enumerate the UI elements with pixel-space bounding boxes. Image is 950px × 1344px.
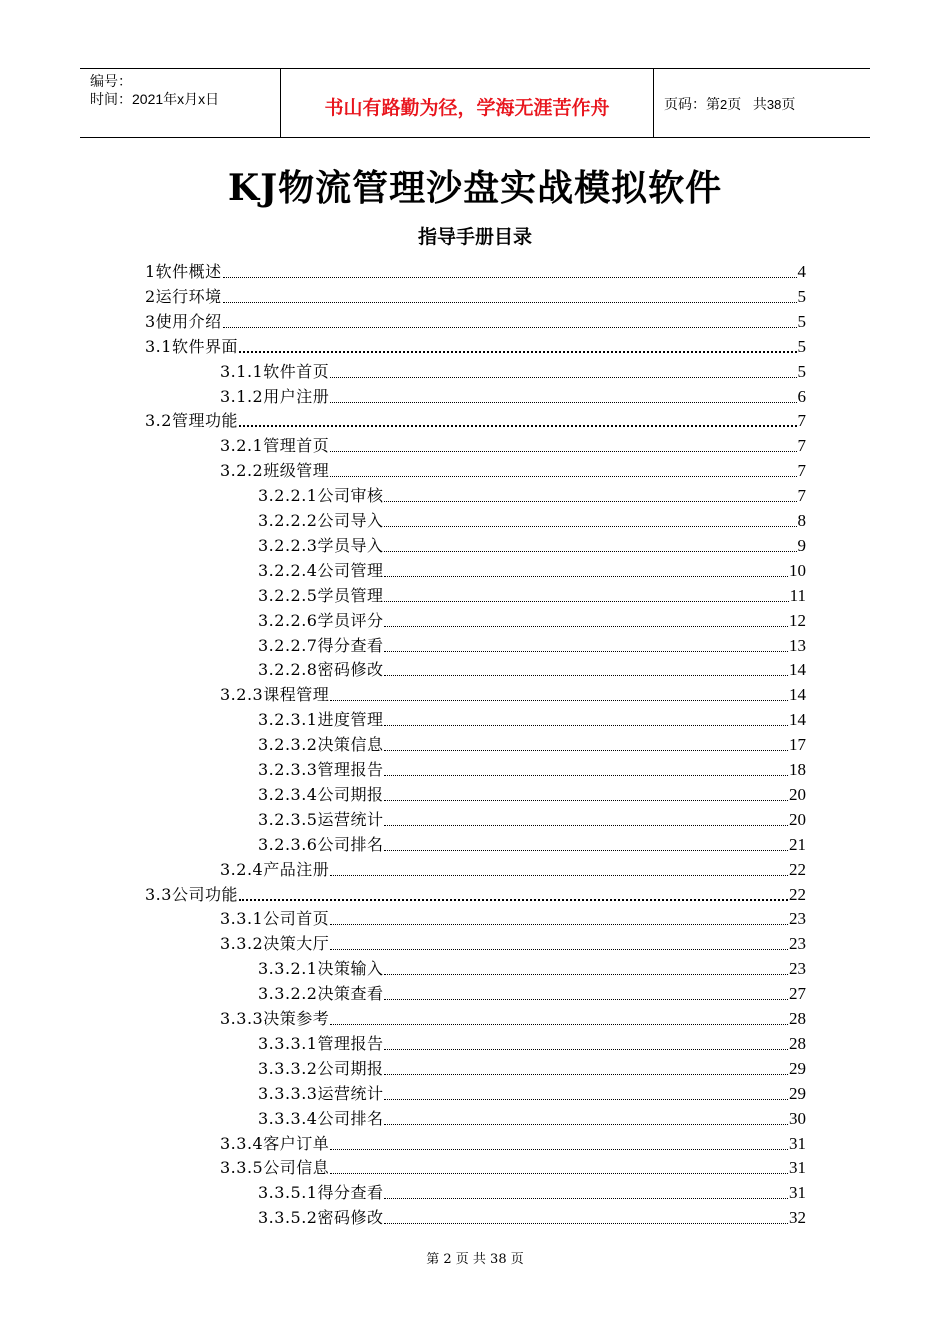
toc-leader-dots (330, 476, 796, 477)
toc-leader-dots (330, 949, 788, 950)
toc-entry-label: 3.2.2.5学员管理 (258, 585, 384, 605)
toc-entry[interactable] (258, 582, 806, 606)
toc-entry[interactable] (220, 1005, 806, 1029)
toc-entry-page: 14 (789, 685, 806, 705)
toc-leader-dots (384, 501, 796, 502)
toc-entry[interactable] (145, 283, 806, 307)
toc-leader-dots (239, 351, 797, 353)
toc-entry-label: 3.2.3.6公司排名 (258, 834, 384, 854)
page-total: 38 (766, 96, 782, 112)
toc-entry[interactable] (258, 632, 806, 656)
toc-entry[interactable] (258, 607, 806, 631)
toc-entry[interactable] (220, 1130, 806, 1154)
toc-leader-dots (384, 576, 788, 577)
toc-entry-label: 3.2.2班级管理 (220, 461, 330, 481)
toc-entry-label: 3.3.3.3运营统计 (258, 1083, 384, 1103)
toc-leader-dots (384, 974, 788, 975)
toc-entry[interactable] (220, 856, 806, 880)
toc-leader-dots (384, 526, 796, 527)
toc-entry-page: 5 (797, 336, 806, 356)
page-number: 2 (720, 96, 728, 112)
toc-entry-label: 2运行环境 (145, 286, 222, 306)
toc-entry-label: 3.3.5.1得分查看 (258, 1183, 384, 1203)
toc-leader-dots (330, 1173, 788, 1174)
toc-entry[interactable] (220, 358, 806, 382)
toc-entry[interactable] (145, 258, 806, 282)
toc-entry[interactable] (220, 457, 806, 481)
toc-entry-page: 7 (797, 411, 806, 431)
toc-entry[interactable] (258, 731, 806, 755)
toc-entry-label: 3.2.4产品注册 (220, 859, 330, 879)
page-header (80, 68, 870, 138)
toc-entry-label: 3.2.2.7得分查看 (258, 635, 384, 655)
toc-entry[interactable] (258, 1080, 806, 1104)
toc-entry-label: 3.2.3.3管理报告 (258, 760, 384, 779)
toc-entry-label: 3.2.2.3学员导入 (258, 535, 384, 555)
toc-entry-label: 3.1软件界面 (145, 336, 238, 356)
toc-leader-dots (223, 277, 797, 278)
document-subtitle: 指导手册目录 (417, 226, 532, 248)
toc-entry-label: 3.3.2决策大厅 (220, 934, 330, 954)
toc-leader-dots (384, 601, 788, 602)
toc-entry-page: 22 (789, 859, 806, 879)
page-prefix: 页码：第 (664, 96, 720, 112)
toc-entry[interactable] (258, 1105, 806, 1129)
toc-entry-label: 3使用介绍 (145, 311, 222, 331)
toc-entry[interactable] (258, 656, 806, 680)
toc-leader-dots (330, 451, 796, 452)
toc-leader-dots (223, 327, 797, 328)
toc-entry-page: 20 (789, 809, 806, 829)
toc-entry-label: 3.2.2.6学员评分 (258, 610, 384, 630)
toc-entry-page: 30 (789, 1108, 806, 1128)
toc-entry-page: 28 (789, 1009, 806, 1028)
toc-entry-label: 3.1.2用户注册 (220, 386, 330, 406)
toc-leader-dots (384, 551, 796, 552)
toc-entry-page: 23 (789, 934, 806, 954)
toc-entry-label: 3.2.1管理首页 (220, 436, 330, 456)
toc-leader-dots (384, 1099, 788, 1100)
toc-leader-dots (384, 825, 788, 826)
toc-entry-page: 7 (797, 436, 806, 456)
toc-entry-page: 32 (789, 1208, 806, 1228)
toc-leader-dots (223, 302, 797, 303)
toc-entry-label: 1软件概述 (145, 262, 222, 281)
toc-leader-dots (239, 899, 788, 901)
toc-entry[interactable] (220, 905, 806, 929)
toc-entry-page: 31 (789, 1133, 806, 1153)
toc-entry-page: 18 (789, 760, 806, 779)
toc-entry-label: 3.1.1软件首页 (220, 361, 330, 381)
toc-entry-page: 31 (789, 1183, 806, 1203)
toc-entry-label: 3.2.3.4公司期报 (258, 784, 384, 804)
toc-entry[interactable] (258, 756, 806, 780)
toc-entry-page: 14 (789, 660, 806, 680)
toc-entry-page: 5 (797, 361, 806, 381)
toc-entry-page: 29 (789, 1058, 806, 1078)
header-meta (80, 69, 280, 137)
toc-entry[interactable] (258, 1030, 806, 1054)
toc-entry-page: 7 (797, 461, 806, 481)
number-label: 编号： (90, 73, 132, 89)
toc-entry-page: 4 (797, 262, 806, 281)
toc-entry[interactable] (145, 308, 806, 332)
toc-entry[interactable] (220, 681, 806, 705)
toc-entry-page: 28 (789, 1033, 806, 1053)
toc-entry[interactable] (258, 706, 806, 730)
toc-entry[interactable] (258, 1179, 806, 1203)
toc-entry-page: 7 (797, 486, 806, 506)
header-page-info (654, 69, 870, 137)
toc-entry-label: 3.3.4客户订单 (220, 1133, 330, 1153)
toc-entry[interactable] (258, 980, 806, 1004)
toc-leader-dots (330, 700, 788, 701)
toc-entry[interactable] (258, 482, 806, 506)
toc-entry-label: 3.2.2.8密码修改 (258, 660, 384, 680)
toc-leader-dots (384, 750, 788, 751)
toc-entry-page: 10 (789, 560, 806, 580)
toc-entry[interactable] (258, 781, 806, 805)
toc-entry-page: 17 (789, 735, 806, 755)
page-mid: 页 共 (727, 96, 767, 112)
toc-leader-dots (384, 1223, 788, 1224)
toc-entry-page: 20 (789, 784, 806, 804)
toc-leader-dots (384, 1074, 788, 1075)
toc-entry-page: 21 (789, 834, 806, 854)
toc-entry[interactable] (258, 507, 806, 531)
toc-leader-dots (330, 402, 796, 403)
toc-entry-label: 3.3.2.2决策查看 (258, 984, 384, 1004)
header-motto: 书山有路勤为径，学海无涯苦作舟 (280, 69, 654, 137)
toc-entry[interactable] (145, 333, 806, 357)
toc-entry-page: 23 (789, 959, 806, 979)
toc-leader-dots (384, 800, 788, 801)
time-label: 时间：2021年x月x日 (90, 91, 220, 107)
toc-entry-label: 3.2管理功能 (145, 411, 238, 431)
toc-entry-label: 3.2.3课程管理 (220, 685, 330, 705)
toc-entry[interactable] (145, 407, 806, 431)
document-title: KJ物流管理沙盘实战模拟软件 (227, 167, 723, 209)
toc-leader-dots (384, 999, 788, 1000)
toc-entry[interactable] (220, 432, 806, 456)
toc-entry-label: 3.2.2.2公司导入 (258, 511, 384, 530)
toc-entry-label: 3.2.3.1进度管理 (258, 710, 384, 730)
toc-entry-label: 3.3.3.2公司期报 (258, 1058, 384, 1078)
toc-entry[interactable] (220, 1154, 806, 1178)
toc-entry[interactable] (258, 831, 806, 855)
toc-leader-dots (239, 425, 797, 427)
toc-entry-label: 3.2.2.1公司审核 (258, 486, 384, 506)
toc-entry[interactable] (258, 1204, 806, 1228)
toc-leader-dots (330, 377, 796, 378)
toc-leader-dots (384, 1198, 788, 1199)
toc-leader-dots (330, 1024, 788, 1025)
toc-entry[interactable] (258, 532, 806, 556)
toc-entry-label: 3.3.3.1管理报告 (258, 1033, 384, 1053)
toc-entry[interactable] (258, 1055, 806, 1079)
toc-entry-label: 3.2.3.5运营统计 (258, 809, 384, 829)
toc-entry-label: 3.3.3决策参考 (220, 1009, 330, 1028)
toc-entry-page: 5 (797, 286, 806, 306)
toc-leader-dots (384, 626, 788, 627)
toc-leader-dots (384, 651, 788, 652)
toc-entry-label: 3.3.1公司首页 (220, 909, 330, 929)
page-suffix: 页 (781, 96, 796, 112)
toc-entry-page: 27 (789, 984, 806, 1004)
toc-entry-label: 3.2.2.4公司管理 (258, 560, 384, 580)
toc-leader-dots (384, 1124, 788, 1125)
toc-entry[interactable] (258, 955, 806, 979)
toc-leader-dots (384, 675, 788, 676)
toc-leader-dots (330, 924, 788, 925)
toc-entry[interactable] (220, 383, 806, 407)
toc-entry-page: 12 (789, 610, 806, 630)
toc-entry[interactable] (258, 557, 806, 581)
toc-entry-page: 6 (797, 386, 806, 406)
toc-entry-page: 22 (789, 884, 806, 904)
toc-entry-label: 3.2.3.2决策信息 (258, 735, 384, 755)
toc-entry-label: 3.3.2.1决策输入 (258, 959, 384, 979)
toc-entry[interactable] (145, 881, 806, 905)
toc-entry-label: 3.3.5.2密码修改 (258, 1208, 384, 1228)
toc-leader-dots (384, 850, 788, 851)
toc-entry-page: 31 (789, 1158, 806, 1178)
toc-entry-page: 9 (797, 535, 806, 555)
toc-leader-dots (330, 875, 788, 876)
toc-entry-label: 3.3公司功能 (145, 884, 238, 904)
toc-leader-dots (384, 1049, 788, 1050)
toc-leader-dots (384, 725, 788, 726)
toc-entry-page: 5 (797, 311, 806, 331)
toc-leader-dots (384, 775, 788, 776)
toc-entry[interactable] (220, 930, 806, 954)
page-footer: 第 2 页 共 38 页 (426, 1252, 524, 1267)
toc-entry-page: 11 (789, 585, 806, 605)
toc-leader-dots (330, 1149, 788, 1150)
toc-entry-page: 13 (789, 635, 806, 655)
toc-entry-page: 14 (789, 710, 806, 730)
toc-entry-page: 23 (789, 909, 806, 929)
toc-entry[interactable] (258, 806, 806, 830)
toc-entry-label: 3.3.5公司信息 (220, 1158, 330, 1178)
toc-entry-page: 8 (797, 511, 806, 530)
toc-entry-label: 3.3.3.4公司排名 (258, 1108, 384, 1128)
toc-entry-page: 29 (789, 1083, 806, 1103)
